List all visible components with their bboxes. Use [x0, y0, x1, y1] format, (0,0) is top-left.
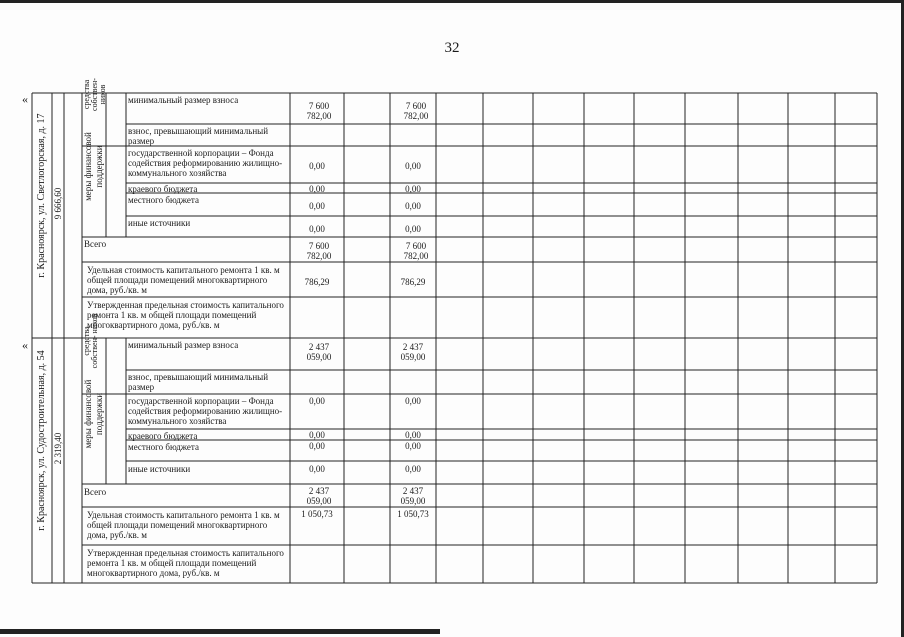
block1-total-v1: 7 600 782,00	[306, 241, 332, 261]
page-number: 32	[444, 40, 460, 56]
block1-label-regional-budget: краевого бюджета	[128, 184, 198, 194]
block1-unit-cost-v1: 786,29	[304, 277, 330, 287]
block2-label-other-sources: иные источники	[128, 464, 191, 474]
block2-label-state-corp: государственной корпорации – Фонда содействия реформированию жилищно-коммунального хозяйства	[128, 396, 283, 426]
block2-label-limit-cost: Утвержденная предельная стоимость капитального ремонта 1 кв. м общей площади помещений многоквартирного дома, руб./кв. м	[87, 548, 284, 578]
block2-other-sources-v2: 0,00	[405, 464, 421, 474]
block2-unit-cost-v1: 1 050,73	[301, 509, 333, 519]
block1-label-excess-contribution: взнос, превышающий минимальный размер	[128, 126, 269, 146]
block2-label-total: Всего	[84, 487, 107, 497]
block2-unit-cost-v2: 1 050,73	[397, 509, 429, 519]
block1-state-corp-v1: 0,00	[309, 161, 325, 171]
block2-state-corp-v1: 0,00	[309, 396, 325, 406]
block1-label-total: Всего	[84, 239, 107, 249]
block2-label-unit-cost: Удельная стоимость капитального ремонта 1 кв. м общей площади помещений многоквартирного дома, руб./кв. м	[87, 510, 280, 540]
block1-other-sources-v1: 0,00	[309, 224, 325, 234]
block2-regional-budget-v1: 0,00	[309, 430, 325, 440]
block2-state-corp-v2: 0,00	[405, 396, 421, 406]
block2-label-regional-budget: краевого бюджета	[128, 431, 198, 441]
block2-address-cell	[32, 338, 52, 583]
block2-min-contribution-v1: 2 437 059,00	[306, 342, 332, 362]
block2-support-measures-label: меры финансовой поддержки	[83, 379, 104, 449]
block1-local-budget-v2: 0,00	[405, 201, 421, 211]
block2-area: 2 319,40	[53, 432, 63, 465]
block2-label-excess-contribution: взнос, превышающий минимальный размер	[128, 372, 269, 392]
block1-area: 9 666,60	[53, 187, 63, 220]
block1-owners-funds-label: средства собствен- ников	[82, 78, 107, 111]
block1-other-sources-v2: 0,00	[405, 224, 421, 234]
block1-min-contribution-v1: 7 600 782,00	[306, 101, 332, 121]
block1-unit-cost-v2: 786,29	[400, 277, 426, 287]
block2-total-v1: 2 437 059,00	[306, 486, 332, 506]
quote-mark-1: «	[22, 92, 28, 106]
block1-support-measures-label: меры финансовой поддержки	[83, 132, 104, 201]
block2-regional-budget-v2: 0,00	[405, 430, 421, 440]
block2-total-v2: 2 437 059,00	[400, 486, 426, 506]
block1-local-budget-v1: 0,00	[309, 201, 325, 211]
block1-label-unit-cost: Удельная стоимость капитального ремонта 1 кв. м общей площади помещений многоквартирного дома, руб./кв. м	[87, 265, 280, 295]
block2-support-measures-cell	[82, 379, 106, 484]
block1-label-limit-cost: Утвержденная предельная стоимость капитального ремонта 1 кв. м общей площади помещений многоквартирного дома, руб./кв. м	[87, 300, 284, 330]
block1-total-v2: 7 600 782,00	[403, 241, 429, 261]
block2-label-local-budget: местного бюджета	[128, 442, 199, 452]
block2-min-contribution-v2: 2 437 059,00	[400, 342, 426, 362]
block1-address: г. Красноярск, ул. Светлогорская, д. 17	[36, 113, 47, 278]
block2-address: г. Красноярск, ул. Судостроительная, д. 54	[36, 350, 47, 531]
block2-local-budget-v1: 0,00	[309, 441, 325, 451]
block1-label-min-contribution: минимальный размер взноса	[128, 95, 239, 105]
block2-label-min-contribution: минимальный размер взноса	[128, 340, 239, 350]
quote-mark-2: «	[22, 338, 28, 352]
block1-regional-budget-v1: 0,00	[309, 184, 325, 194]
block1-label-local-budget: местного бюджета	[128, 195, 199, 205]
block2-area-cell	[52, 338, 64, 583]
block1-address-cell	[32, 93, 52, 338]
block1-state-corp-v2: 0,00	[405, 161, 421, 171]
block1-support-measures-cell	[82, 132, 106, 237]
block1-area-cell	[52, 93, 64, 338]
block1-label-other-sources: иные источники	[128, 218, 191, 228]
block2-owners-funds-label: средства собствен- ников	[82, 313, 99, 369]
block1-regional-budget-v2: 0,00	[405, 184, 421, 194]
block1-label-state-corp: государственной корпорации – Фонда содействия реформированию жилищно-коммунального хозяйства	[128, 148, 283, 178]
block1-min-contribution-v2: 7 600 782,00	[403, 101, 429, 121]
block2-local-budget-v2: 0,00	[405, 441, 421, 451]
block2-other-sources-v1: 0,00	[309, 464, 325, 474]
